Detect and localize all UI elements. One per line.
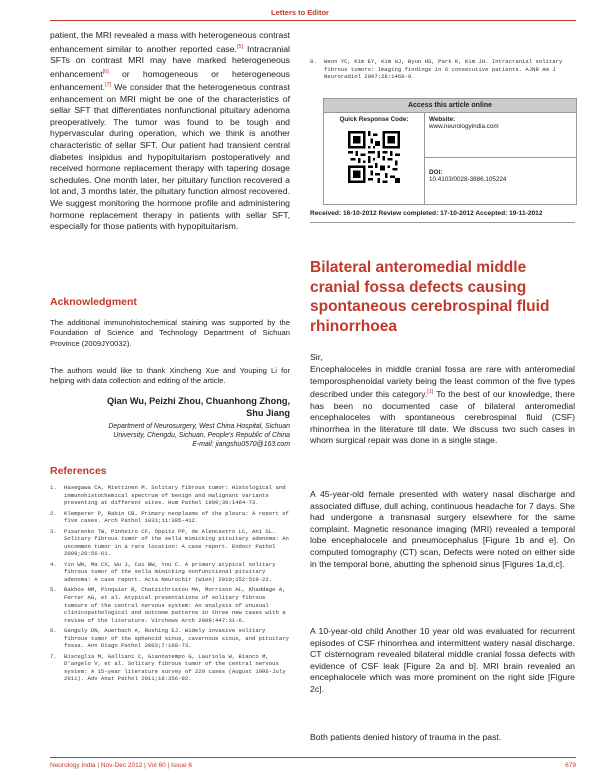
qr-code-icon[interactable]: [348, 131, 400, 183]
reference-text: Yin WN, Ma CX, Wu J, Cai BW, You C. A primary atypical solitary fibrous tumor of the sella mimicking nonfunctional pituitary adenoma: A case report. Acta Neurochir (Wien) 2010;152:519-22.: [64, 560, 276, 583]
reference-item: [50, 528, 290, 558]
body-paragraph-1: Encephaloceles in middle cranial fossa are rare with anteromedial temporosphenoidal variety being the least common of the five types described under this category.[1] To the best of our knowledge, there has been no documented case of bilateral anteromedial encephaloceles with spontaneous cerebrospinal fluid (CSF) rhinorrhea in the literature till date. We discuss two such cases in whom surgical repair was done in a single stage.: [310, 364, 575, 446]
author-names: [50, 396, 290, 419]
reference-number: 8.: [310, 58, 317, 65]
intro-paragraph: patient, the MRI revealed a mass with heterogeneous contrast enhancement similar to another reported case.[5] Intracranial SFTs on contrast MRI may have marked heterogeneous enhancement[6] or homogeneous or heterogeneous enhancement.[7] We consider that the heterogeneous contrast enhancement on MRI might be one of the characteristics of sellar SFT that differentiates nonfunctional pituitary adenoma preoperatively. The tumor was found to be tough and hypervascular during operation, which we think is another characteristic of sellar SFT. Our patient had transient central diabetes insipidus and hypopituitarism postoperatively and received hormone replacement therapy with tapering dosage schedules. One month later, her pituitary function recovered a lot and, 3 months later, the pituitary function almost recovered. We suggest monitoring the hormone profile and administering hormone replacement therapy in patients with sellar SFT, especially for those patients with hypopituitarism.: [50, 30, 290, 232]
salutation: Sir,: [310, 352, 323, 362]
reference-number: 5.: [50, 586, 57, 594]
access-online-box: [323, 98, 577, 205]
citation-marker[interactable]: [7]: [105, 82, 112, 89]
author-names-line-1: Qian Wu, Peizhi Zhou, Chuanhong Zhong,: [106, 396, 290, 406]
reference-number: 1.: [50, 484, 57, 491]
header-rule: [50, 20, 576, 21]
reference-number: 4.: [50, 560, 57, 568]
body-paragraph-2: A 45-year-old female presented with watery nasal discharge and associated diffuse, dull aching, continuous headache for 7 days. She had undergone a transnasal surgery elsewhere for the same complaint. Magnetic resonance imaging (MRI) revealed a temporal lobe encephalocele and pneumocephalus [Figure 1b and e]. On computed tomography (CT) scan, Defects were noted on either side in the temporal bone, abutting the sphenoid sinus [Figures 1a,d,c].: [310, 489, 575, 569]
author-names-line-2: Shu Jiang: [246, 407, 290, 418]
doi-label: DOI:: [429, 169, 443, 176]
doi-cell: [425, 159, 576, 204]
doi-value[interactable]: 10.4103/0028-3886.105224: [429, 176, 507, 183]
body-paragraph-4: Both patients denied history of trauma in the past.: [310, 732, 502, 742]
reference-number: 6.: [50, 627, 57, 635]
references-heading: References: [50, 465, 107, 477]
page-number: 679: [565, 762, 576, 769]
reference-item: [50, 561, 290, 584]
qr-cell: [324, 113, 425, 204]
reference-item: [50, 510, 290, 525]
reference-item: [310, 58, 575, 81]
reference-number: 3.: [50, 527, 57, 535]
reference-item: [50, 627, 290, 650]
reference-number: 7.: [50, 652, 57, 660]
reference-item: [50, 653, 290, 683]
footer-rule: [50, 757, 576, 758]
acknowledgment-heading: Acknowledgment: [50, 296, 137, 308]
author-email[interactable]: E-mail: jiangshu0570@163.com: [192, 441, 290, 449]
running-header: Letters to Editor: [271, 8, 329, 17]
access-box-title: Access this article online: [324, 99, 576, 113]
acknowledgment-paragraph-2: The authors would like to thank Xincheng Xue and Youping Li for helping with data collection and editing of the article.: [50, 366, 290, 386]
references-list: [50, 484, 290, 686]
citation-marker[interactable]: [6]: [102, 68, 109, 75]
reference-text: Bakhos NM, Pinquier B, Chatzichristou MA, Morrison AL, Khaddage A, Ferrer AG, et al. Atypical presentations of solitary fibrous tumours of the central nervous system: An analysis of unusual clinicopathological and outcome patterns in three new cases with a review of the literature. Virchows Arch 2009;447:31-6.: [64, 586, 286, 624]
reference-text: Hasegawa CA, Miettinen M. Solitary fibrous tumor: Histological and immunohistochemical spectrum of benign and malignant variants presenting at different sites. Hum Pathol 1999;30:1464-73.: [64, 484, 286, 507]
footer-journal-info: Neurology India | Nov-Dec 2012 | Vol 60 | Issue 6: [50, 762, 193, 769]
acknowledgment-paragraph-1: The additional immunohistochemical staining was supported by the Foundation of Science and Technology Department of Sichuan Province (2009JY0032).: [50, 318, 290, 348]
reference-item: [50, 484, 290, 507]
reference-text: Ganguly DN, Auerbach A, Rushing EJ. Widely invasive solitary fibrous tumor of the sphenoid sinus, cavernous sinus, and pituitary fossa. Ann Diagn Pathol 2003;7:168-73.: [64, 627, 289, 650]
left-column: [50, 30, 290, 233]
received-rule: [310, 222, 575, 223]
reference-text: Pisarenko TW, Pinheiro CF, Oppitz PP, de Alencastro LC, Ani SL. Solitary fibrous tumor of the sella mimicking pituitary adenoma: An uncommon tumor in a rare location: A case report. Endocr Pathol 2009;20:56-61.: [64, 527, 289, 558]
reference-text: Bisceglia M, Galliani C, Giannatempo G, Lauriola W, Bianco M, D'angelo V, et al. Solitary fibrous tumor of the central nervous system: A 15-year literature survey of 220 cases (August 1996-July 2011). Adv Anat Pathol 2011;18:356-92.: [64, 652, 286, 683]
article-title: Bilateral anteromedial middle cranial fossa defects causing spontaneous cerebrospinal fluid rhinorrhoea: [310, 259, 550, 335]
affiliation-line-1: Department of Neurosurgery, West China Hospital, Sichuan: [108, 423, 290, 430]
reference-text: Klemperer P, Rabin CB. Primary neoplasms of the pleura: A report of five cases. Arch Pathol 1931;11:385-412.: [64, 509, 289, 525]
author-affiliation: [50, 422, 290, 450]
website-link[interactable]: www.neurologyindia.com: [429, 123, 499, 130]
qr-label: Quick Response Code:: [339, 116, 409, 123]
affiliation-line-2: University, Chengdu, Sichuan, People's Republic of China: [113, 432, 290, 440]
reference-item: [50, 586, 290, 624]
reference-text: Weon YC, Kim EY, Kim HJ, Byun HS, Park K, Kim JH. Intracranial solitary fibrous tumors: Imaging findings in 6 consecutive patients. AJNR Am J Neuroradiol 2007;28:1466-9.: [324, 58, 563, 81]
website-label: Website:: [429, 116, 456, 123]
citation-marker[interactable]: [1]: [427, 389, 434, 396]
citation-marker[interactable]: [5]: [237, 43, 244, 50]
received-dates: Received: 16-10-2012 Review completed: 17-10-2012 Accepted: 19-11-2012: [310, 210, 543, 217]
reference-number: 2.: [50, 509, 57, 517]
body-paragraph-3: A 10-year-old child Another 10 year old was evaluated for recurrent episodes of CSF rhinorrhea and intermittent watery nasal discharge. CT cisternogram revealed bilateral middle cranial fossa defects with evidence of CSF leak [Figure 2a and b]. MRI brain revealed an encephalocele which was more prominent on the right side [Figure 2c].: [310, 626, 575, 694]
website-cell: [425, 113, 576, 158]
